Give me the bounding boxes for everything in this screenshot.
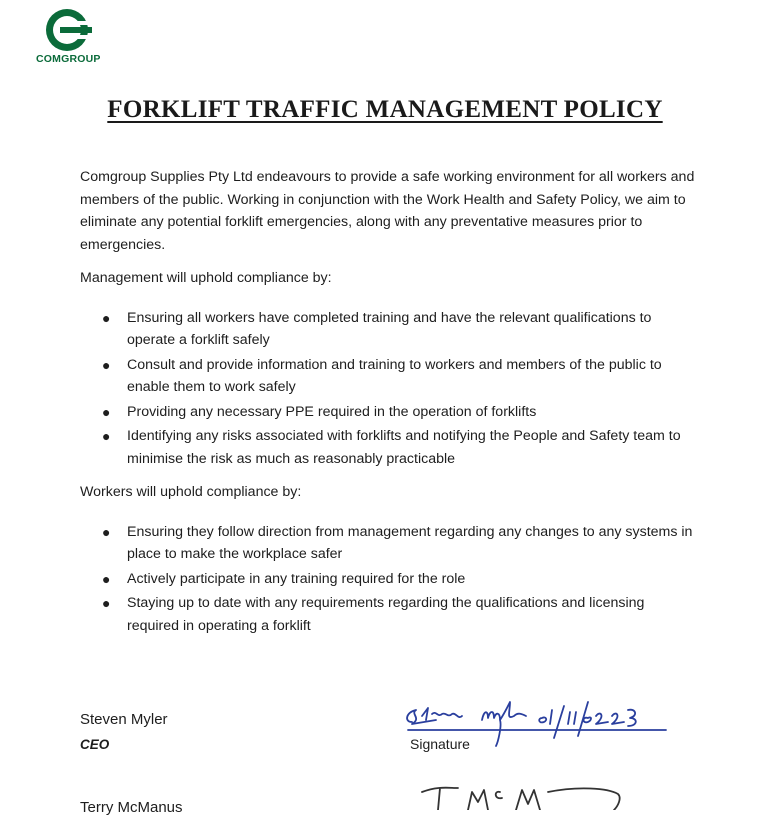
list-item: ● Identifying any risks associated with forklifts and notifying the People and Safety team to minimise the risk as much as reasonably practicable xyxy=(80,425,700,470)
second-signatory-name: Terry McManus xyxy=(80,799,183,816)
list-item: ● Ensuring they follow direction from management regarding any changes to any systems in place to make the workplace safer xyxy=(80,521,700,566)
list-item: ● Staying up to date with any requirements regarding the qualifications and licensing required in operating a forklift xyxy=(80,592,700,637)
management-list xyxy=(80,307,700,471)
management-heading: Management will uphold compliance by: xyxy=(80,270,332,286)
bullet-icon: ● xyxy=(102,403,111,420)
list-item: ● Ensuring all workers have completed training and have the relevant qualifications to operate a forklift safely xyxy=(80,307,700,352)
list-item: ● Providing any necessary PPE required in the operation of forklifts xyxy=(80,401,700,424)
bullet-icon: ● xyxy=(102,570,111,587)
signatory-name: Steven Myler xyxy=(80,711,168,728)
list-item: ● Consult and provide information and training to workers and members of the public to enable them to work safely xyxy=(80,354,700,399)
signatory-role: CEO xyxy=(80,737,110,752)
intro-paragraph: Comgroup Supplies Pty Ltd endeavours to provide a safe working environment for all workers and members of the public. Working in conjunction with the Work Health and Safety Policy, we aim to eliminate any potential forklift emergencies, along with any preventative measures prior to emergencies. xyxy=(80,169,695,253)
workers-heading: Workers will uphold compliance by: xyxy=(80,484,302,500)
bullet-icon: ● xyxy=(102,595,111,611)
bullet-icon: ● xyxy=(102,356,111,373)
bullet-icon: ● xyxy=(102,523,111,540)
company-logo xyxy=(36,8,106,65)
bullet-icon: ● xyxy=(102,309,111,326)
second-handwritten-signature xyxy=(418,782,628,810)
policy-body xyxy=(80,166,700,648)
comgroup-logo-icon xyxy=(42,8,92,52)
workers-list xyxy=(80,521,700,638)
signature-label: Signature xyxy=(410,736,470,752)
bullet-icon: ● xyxy=(102,428,111,444)
list-item: ● Actively participate in any training required for the role xyxy=(80,568,700,591)
page-title: FORKLIFT TRAFFIC MANAGEMENT POLICY xyxy=(107,96,663,123)
logo-text: COMGROUP xyxy=(36,53,101,65)
